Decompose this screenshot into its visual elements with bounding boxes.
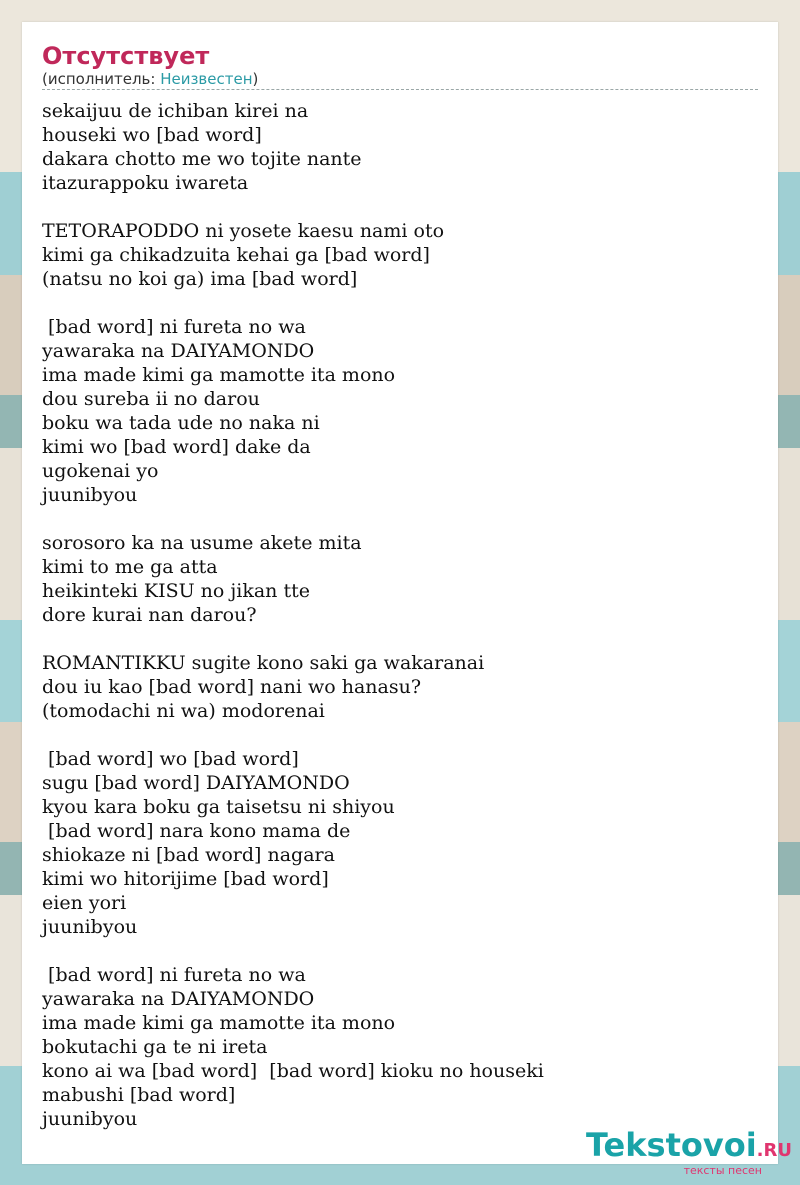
- lyric-line: dakara chotto me wo tojite nante: [42, 148, 362, 170]
- lyric-line: juunibyou: [42, 484, 138, 506]
- lyric-line: [42, 939, 758, 963]
- lyric-line: [bad word] ni fureta no wa: [42, 316, 306, 338]
- logo-wordmark: [586, 1128, 792, 1168]
- divider: [42, 89, 758, 90]
- lyric-line: kyou kara boku ga taisetsu ni shiyou: [42, 796, 395, 818]
- lyric-line: TETORAPODDO ni yosete kaesu nami oto: [42, 220, 445, 242]
- lyric-line: (natsu no koi ga) ima [bad word]: [42, 268, 358, 290]
- lyric-line: kimi to me ga atta: [42, 556, 218, 578]
- artist-suffix: ): [252, 70, 259, 88]
- lyric-line: juunibyou: [42, 916, 138, 938]
- lyric-line: boku wa tada ude no naka ni: [42, 412, 320, 434]
- lyric-line: yawaraka na DAIYAMONDO: [42, 340, 315, 362]
- song-title: Отсутствует: [42, 42, 210, 70]
- lyrics-card: [22, 22, 778, 1164]
- lyric-line: sekaijuu de ichiban kirei na: [42, 100, 309, 122]
- lyric-line: [42, 291, 758, 315]
- lyric-line: dou sureba ii no darou: [42, 388, 260, 410]
- lyric-line: sugu [bad word] DAIYAMONDO: [42, 772, 350, 794]
- lyric-line: itazurappoku iwareta: [42, 172, 249, 194]
- lyrics-body: [42, 99, 758, 1131]
- lyric-line: yawaraka na DAIYAMONDO: [42, 988, 315, 1010]
- lyric-line: (tomodachi ni wa) modorenai: [42, 700, 325, 722]
- artist-prefix: (исполнитель:: [42, 70, 161, 88]
- site-logo[interactable]: [586, 1128, 792, 1177]
- lyric-line: kono ai wa [bad word] [bad word] kioku no houseki: [42, 1060, 544, 1082]
- lyric-line: kimi wo [bad word] dake da: [42, 436, 311, 458]
- logo-main-text: Tekstovoi: [585, 1126, 757, 1164]
- logo-tagline: тексты песен: [683, 1164, 762, 1177]
- lyric-line: shiokaze ni [bad word] nagara: [42, 844, 335, 866]
- lyric-line: [bad word] wo [bad word]: [42, 748, 299, 770]
- lyric-line: dou iu kao [bad word] nani wo hanasu?: [42, 676, 422, 698]
- artist-link[interactable]: Неизвестен: [160, 70, 253, 88]
- lyric-line: [42, 195, 758, 219]
- logo-tld: .RU: [756, 1140, 792, 1161]
- lyric-line: eien yori: [42, 892, 127, 914]
- lyric-line: kimi ga chikadzuita kehai ga [bad word]: [42, 244, 430, 266]
- lyric-line: [42, 723, 758, 747]
- lyric-line: juunibyou: [42, 1108, 138, 1130]
- lyric-line: houseki wo [bad word]: [42, 124, 262, 146]
- lyric-line: kimi wo hitorijime [bad word]: [42, 868, 329, 890]
- lyric-line: [bad word] nara kono mama de: [42, 820, 351, 842]
- artist-line: [42, 70, 758, 88]
- lyric-line: [42, 507, 758, 531]
- lyric-line: ROMANTIKKU sugite kono saki ga wakaranai: [42, 652, 485, 674]
- lyric-line: ugokenai yo: [42, 460, 159, 482]
- lyric-line: sorosoro ka na usume akete mita: [42, 532, 362, 554]
- lyric-line: ima made kimi ga mamotte ita mono: [42, 1012, 396, 1034]
- lyric-line: bokutachi ga te ni ireta: [42, 1036, 268, 1058]
- lyric-line: [42, 627, 758, 651]
- lyric-line: heikinteki KISU no jikan tte: [42, 580, 310, 602]
- lyric-line: ima made kimi ga mamotte ita mono: [42, 364, 396, 386]
- lyric-line: [bad word] ni fureta no wa: [42, 964, 306, 986]
- lyric-line: dore kurai nan darou?: [42, 604, 257, 626]
- lyric-line: mabushi [bad word]: [42, 1084, 236, 1106]
